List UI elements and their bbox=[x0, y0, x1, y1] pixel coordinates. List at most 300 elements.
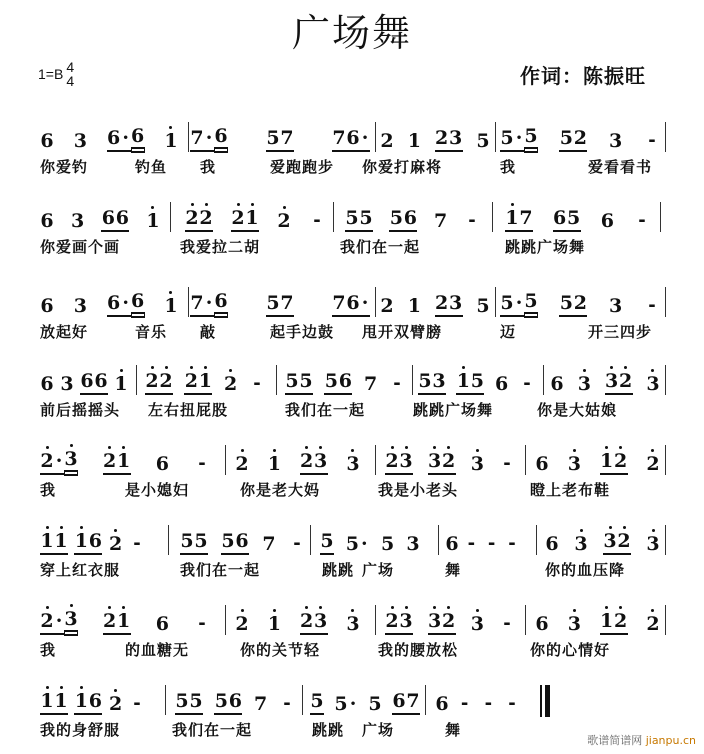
note: 6 bbox=[155, 613, 169, 635]
beam-group bbox=[74, 690, 102, 715]
lyric-phrase: 敲 bbox=[200, 323, 217, 341]
beam-group bbox=[40, 690, 68, 715]
note: 5 bbox=[189, 690, 203, 712]
barline bbox=[188, 287, 189, 317]
barline bbox=[525, 445, 526, 475]
lyric-phrase: 起手边鼓 bbox=[270, 323, 335, 341]
note-high-octave: 2 bbox=[235, 613, 249, 635]
barline bbox=[168, 525, 169, 555]
score-system bbox=[40, 603, 670, 665]
note: 5 bbox=[476, 295, 490, 317]
note-high-octave: 3 bbox=[428, 450, 442, 472]
beam-group bbox=[435, 292, 463, 317]
augmentation-dot: · bbox=[515, 127, 523, 149]
lyric-phrase: 放起好 bbox=[40, 323, 89, 341]
note: 6 bbox=[495, 373, 509, 395]
measure bbox=[535, 443, 660, 475]
lyric-phrase: 音乐 bbox=[135, 323, 168, 341]
extension-dash: - bbox=[523, 373, 531, 394]
note: 6 bbox=[40, 210, 54, 232]
note: 5 bbox=[418, 370, 432, 392]
lyric-phrase: 我是小老头 bbox=[378, 481, 459, 499]
barline bbox=[276, 365, 277, 395]
barline bbox=[412, 365, 413, 395]
lyric-phrase: 我 bbox=[200, 158, 217, 176]
notation-line bbox=[40, 443, 670, 475]
score-system bbox=[40, 683, 670, 745]
beam-group bbox=[190, 125, 228, 152]
barline bbox=[665, 525, 666, 555]
measure bbox=[380, 285, 490, 317]
note: 6 bbox=[131, 125, 145, 147]
beam-group bbox=[418, 370, 446, 395]
note: 6 bbox=[40, 295, 54, 317]
note: 6 bbox=[435, 693, 449, 715]
measure bbox=[385, 443, 515, 475]
beam-group bbox=[310, 690, 324, 715]
extension-dash: - bbox=[648, 130, 656, 151]
beam-group bbox=[600, 610, 628, 635]
note: 5 bbox=[334, 693, 348, 715]
note-high-octave: 3 bbox=[346, 613, 360, 635]
extension-dash: - bbox=[648, 295, 656, 316]
augmentation-dot: · bbox=[361, 533, 368, 555]
extension-dash: - bbox=[393, 373, 401, 394]
lyric-phrase: 迈 bbox=[500, 323, 517, 341]
lyric-phrase: 爱跑跑步 bbox=[270, 158, 335, 176]
note: 3 bbox=[432, 370, 446, 392]
augmentation-dot: · bbox=[361, 127, 369, 149]
note-high-octave: 1 bbox=[164, 130, 178, 152]
barline bbox=[375, 122, 376, 152]
beam-group bbox=[103, 610, 131, 635]
lyrics-line bbox=[40, 321, 670, 345]
score-system bbox=[40, 523, 670, 585]
beam-group bbox=[214, 690, 242, 715]
note-high-octave: 1 bbox=[600, 450, 614, 472]
lyric-phrase: 我们在一起 bbox=[340, 238, 421, 256]
barline bbox=[665, 605, 666, 635]
note-high-octave: 1 bbox=[267, 613, 281, 635]
beam-group bbox=[385, 450, 413, 475]
lyric-phrase: 你的心情好 bbox=[530, 641, 611, 659]
note-high-octave: 3 bbox=[603, 530, 617, 552]
note: 6 bbox=[214, 290, 228, 312]
extension-dash: - bbox=[487, 533, 496, 554]
note: 7 bbox=[262, 533, 276, 555]
barline bbox=[375, 605, 376, 635]
lyric-phrase: 你的关节轻 bbox=[240, 641, 321, 659]
extension-dash: - bbox=[638, 210, 646, 231]
note-high-octave: 3 bbox=[399, 450, 413, 472]
note-high-octave: 1 bbox=[164, 295, 178, 317]
beam-group bbox=[40, 530, 68, 555]
lyric-phrase: 你爱画个画 bbox=[40, 238, 121, 256]
note: 3 bbox=[449, 127, 463, 149]
note-high-octave: 2 bbox=[300, 450, 314, 472]
note-high-octave: 2 bbox=[109, 533, 123, 555]
augmentation-dot: · bbox=[122, 127, 129, 149]
extension-dash: - bbox=[283, 693, 291, 714]
lyric-phrase: 我 bbox=[40, 641, 57, 659]
beam-group bbox=[285, 370, 313, 395]
beam-group bbox=[385, 610, 413, 635]
lyric-phrase: 跳跳广场舞 bbox=[505, 238, 586, 256]
augmentation-dot: · bbox=[205, 127, 213, 149]
note: 5 bbox=[266, 127, 280, 149]
lyric-phrase: 跳跳 bbox=[322, 561, 355, 579]
barline bbox=[438, 525, 439, 555]
note-high-octave: 1 bbox=[74, 530, 88, 552]
lyric-phrase: 是小媳妇 bbox=[125, 481, 190, 499]
augmentation-dot: · bbox=[55, 610, 63, 632]
score-system bbox=[40, 363, 670, 425]
note-high-octave: 3 bbox=[646, 533, 660, 555]
lyric-phrase: 你是大姑娘 bbox=[537, 401, 618, 419]
notation-line bbox=[40, 285, 670, 317]
lyrics-line bbox=[40, 236, 670, 260]
note: 7 bbox=[332, 127, 346, 149]
note: 6 bbox=[115, 207, 129, 229]
note: 6 bbox=[392, 690, 406, 712]
beam-group bbox=[74, 530, 102, 555]
note: 5 bbox=[500, 127, 514, 149]
note: 5 bbox=[567, 207, 581, 229]
barline bbox=[495, 287, 496, 317]
note-high-octave: 1 bbox=[54, 690, 68, 712]
note-high-octave: 2 bbox=[619, 370, 633, 392]
extension-dash: - bbox=[508, 533, 516, 554]
beam-group bbox=[190, 290, 228, 317]
extension-dash: - bbox=[133, 693, 141, 714]
note: 5 bbox=[175, 690, 189, 712]
extension-dash: - bbox=[253, 373, 261, 394]
note-high-octave: 1 bbox=[114, 373, 128, 395]
note-high-octave: 2 bbox=[40, 610, 54, 632]
note-high-octave: 2 bbox=[442, 610, 456, 632]
note-high-octave: 2 bbox=[109, 693, 123, 715]
note-high-octave: 2 bbox=[277, 210, 291, 232]
augmentation-dot: · bbox=[55, 450, 63, 472]
note-high-octave: 1 bbox=[74, 690, 88, 712]
beam-group bbox=[332, 292, 370, 317]
note: 6 bbox=[80, 370, 94, 392]
note: 6 bbox=[228, 690, 242, 712]
beam-group bbox=[101, 207, 129, 232]
barline bbox=[665, 287, 666, 317]
note: 6 bbox=[553, 207, 567, 229]
note-high-octave: 2 bbox=[614, 450, 628, 472]
lyric-phrase: 甩开双臂膀 bbox=[362, 323, 443, 341]
lyric-phrase: 我爱拉二胡 bbox=[180, 238, 261, 256]
lyric-phrase: 我的身舒服 bbox=[40, 721, 121, 739]
note-high-octave: 1 bbox=[198, 370, 212, 392]
note-high-octave: 3 bbox=[64, 448, 78, 470]
lyric-phrase: 舞 bbox=[445, 561, 462, 579]
augmentation-dot: · bbox=[515, 292, 523, 314]
note: 7 bbox=[332, 292, 346, 314]
note: 2 bbox=[573, 292, 587, 314]
extension-dash: - bbox=[468, 210, 476, 231]
note-high-octave: 2 bbox=[184, 370, 198, 392]
note-high-octave: 1 bbox=[54, 530, 68, 552]
barline bbox=[165, 685, 166, 715]
barline bbox=[188, 122, 189, 152]
barline bbox=[495, 122, 496, 152]
score-system bbox=[40, 120, 670, 182]
note-high-octave: 3 bbox=[567, 613, 581, 635]
lyric-phrase: 我 bbox=[500, 158, 517, 176]
beam-group bbox=[603, 530, 631, 555]
extension-dash: - bbox=[484, 693, 493, 714]
note-high-octave: 2 bbox=[159, 370, 173, 392]
beam-group bbox=[320, 530, 334, 555]
note-high-octave: 1 bbox=[456, 370, 470, 392]
note-high-octave: 2 bbox=[40, 450, 54, 472]
beam-group bbox=[428, 450, 456, 475]
lyric-phrase: 你爱打麻将 bbox=[362, 158, 443, 176]
measure bbox=[505, 200, 650, 232]
lyrics-line bbox=[40, 156, 670, 180]
barline bbox=[665, 365, 666, 395]
note: 5 bbox=[221, 530, 235, 552]
note-high-octave: 3 bbox=[577, 373, 591, 395]
beam-group bbox=[500, 290, 538, 317]
lyric-phrase: 我们在一起 bbox=[180, 561, 261, 579]
beam-group bbox=[40, 608, 78, 635]
barline bbox=[136, 365, 137, 395]
beam-group bbox=[145, 370, 173, 395]
measure bbox=[310, 683, 420, 715]
lyric-phrase: 你的血压降 bbox=[545, 561, 626, 579]
note: 3 bbox=[609, 295, 623, 317]
measure bbox=[40, 443, 210, 475]
note: 6 bbox=[155, 453, 169, 475]
note: 7 bbox=[406, 690, 420, 712]
lyric-phrase: 我 bbox=[40, 481, 57, 499]
note-high-octave: 2 bbox=[185, 207, 199, 229]
lyric-phrase: 跳跳 bbox=[312, 721, 345, 739]
note: 6 bbox=[445, 533, 459, 555]
note: 6 bbox=[40, 130, 54, 152]
note-high-octave: 1 bbox=[40, 530, 54, 552]
note: 6 bbox=[101, 207, 115, 229]
beam-group bbox=[392, 690, 420, 715]
beam-group bbox=[600, 450, 628, 475]
note-high-octave: 2 bbox=[646, 613, 660, 635]
extension-dash: - bbox=[198, 453, 206, 474]
measure bbox=[235, 443, 360, 475]
note: 6 bbox=[88, 530, 102, 552]
lyrics-line bbox=[40, 639, 670, 663]
measure bbox=[418, 363, 535, 395]
note: 5 bbox=[500, 292, 514, 314]
extension-dash: - bbox=[503, 613, 511, 634]
note: 7 bbox=[254, 693, 268, 715]
note: 5 bbox=[310, 690, 324, 712]
note: 6 bbox=[131, 290, 145, 312]
beam-group bbox=[300, 450, 328, 475]
measure bbox=[550, 363, 660, 395]
lyric-phrase: 广场 bbox=[362, 561, 395, 579]
note-high-octave: 1 bbox=[245, 207, 259, 229]
note-high-octave: 2 bbox=[646, 453, 660, 475]
note-high-octave: 2 bbox=[231, 207, 245, 229]
beam-group bbox=[80, 370, 108, 395]
augmentation-dot: · bbox=[361, 292, 369, 314]
notation-line bbox=[40, 120, 670, 152]
lyrics-line bbox=[40, 479, 670, 503]
note-high-octave: 3 bbox=[346, 453, 360, 475]
key-label: 1=B bbox=[38, 66, 64, 82]
note: 6 bbox=[346, 292, 360, 314]
extension-dash: - bbox=[508, 693, 516, 714]
note: 7 bbox=[434, 210, 448, 232]
barline bbox=[375, 445, 376, 475]
measure bbox=[435, 683, 520, 715]
note: 6 bbox=[535, 613, 549, 635]
measure bbox=[190, 120, 370, 152]
measure bbox=[175, 683, 295, 715]
note-high-octave: 2 bbox=[385, 610, 399, 632]
song-title: 广场舞 bbox=[291, 11, 412, 55]
lyric-phrase: 的血糖无 bbox=[125, 641, 190, 659]
barline bbox=[525, 605, 526, 635]
measure bbox=[380, 120, 490, 152]
beam-group bbox=[300, 610, 328, 635]
note: 5 bbox=[389, 207, 403, 229]
note: 7 bbox=[364, 373, 378, 395]
lyric-phrase: 开三四步 bbox=[588, 323, 653, 341]
note-high-octave: 2 bbox=[103, 450, 117, 472]
note-high-octave: 1 bbox=[600, 610, 614, 632]
lyric-phrase: 瞪上老布鞋 bbox=[530, 481, 611, 499]
note: 5 bbox=[266, 292, 280, 314]
barline bbox=[492, 202, 493, 232]
note-high-octave: 3 bbox=[646, 373, 660, 395]
barline bbox=[310, 525, 311, 555]
note: 2 bbox=[573, 127, 587, 149]
barline bbox=[536, 525, 537, 555]
note: 5 bbox=[559, 292, 573, 314]
note-high-octave: 1 bbox=[117, 450, 131, 472]
beam-group bbox=[605, 370, 633, 395]
note: 5 bbox=[476, 130, 490, 152]
lyric-phrase: 我的腰放松 bbox=[378, 641, 459, 659]
note: 2 bbox=[380, 295, 394, 317]
beam-group bbox=[107, 290, 145, 317]
note-high-octave: 1 bbox=[505, 207, 519, 229]
measure bbox=[320, 523, 420, 555]
measure bbox=[40, 200, 160, 232]
beam-group bbox=[175, 690, 203, 715]
beam-group bbox=[231, 207, 259, 232]
measure bbox=[40, 363, 128, 395]
note: 7 bbox=[190, 127, 204, 149]
beam-group bbox=[559, 292, 587, 317]
note: 7 bbox=[280, 292, 294, 314]
extension-dash: - bbox=[313, 210, 321, 231]
notation-line bbox=[40, 683, 670, 715]
beam-group bbox=[428, 610, 456, 635]
lyric-phrase: 钓鱼 bbox=[135, 158, 168, 176]
measure bbox=[285, 363, 405, 395]
note-high-octave: 3 bbox=[314, 450, 328, 472]
note: 6 bbox=[346, 127, 360, 149]
notation-line bbox=[40, 603, 670, 635]
extension-dash: - bbox=[133, 533, 141, 554]
note: 5 bbox=[299, 370, 313, 392]
extension-dash: - bbox=[467, 533, 476, 554]
beam-group bbox=[332, 127, 370, 152]
note: 5 bbox=[180, 530, 194, 552]
beam-group bbox=[500, 125, 538, 152]
measure bbox=[180, 523, 305, 555]
note: 5 bbox=[214, 690, 228, 712]
note: 6 bbox=[235, 530, 249, 552]
note: 6 bbox=[40, 373, 54, 395]
note-high-octave: 1 bbox=[40, 690, 54, 712]
note-high-octave: 1 bbox=[117, 610, 131, 632]
measure bbox=[235, 603, 360, 635]
measure bbox=[40, 683, 145, 715]
augmentation-dot: · bbox=[122, 292, 129, 314]
note-high-octave: 2 bbox=[617, 530, 631, 552]
note: 1 bbox=[407, 295, 421, 317]
note-high-octave: 2 bbox=[385, 450, 399, 472]
beam-group bbox=[553, 207, 581, 232]
note: 5 bbox=[470, 370, 484, 392]
beam-group bbox=[40, 448, 78, 475]
lyric-phrase: 广场 bbox=[362, 721, 395, 739]
note: 6 bbox=[107, 127, 121, 149]
beam-group bbox=[266, 127, 294, 152]
beam-group bbox=[185, 207, 213, 232]
note: 5 bbox=[524, 290, 538, 312]
lyric-phrase: 穿上红衣服 bbox=[40, 561, 121, 579]
extension-dash: - bbox=[460, 693, 469, 714]
measure bbox=[500, 285, 660, 317]
beam-group bbox=[559, 127, 587, 152]
lyric-phrase: 爱看看书 bbox=[588, 158, 653, 176]
beam-group bbox=[505, 207, 533, 232]
measure bbox=[185, 200, 325, 232]
note: 5 bbox=[368, 693, 382, 715]
note: 1 bbox=[407, 130, 421, 152]
time-signature: 4 4 bbox=[66, 59, 75, 89]
lyrics-line bbox=[40, 719, 670, 743]
note: 5 bbox=[359, 207, 373, 229]
note: 6 bbox=[88, 690, 102, 712]
note: 7 bbox=[190, 292, 204, 314]
note-high-octave: 2 bbox=[224, 373, 238, 395]
note: 6 bbox=[600, 210, 614, 232]
note: 6 bbox=[107, 292, 121, 314]
note: 6 bbox=[550, 373, 564, 395]
score-system bbox=[40, 443, 670, 505]
measure bbox=[190, 285, 370, 317]
watermark: 歌谱简谱网 jianpu.cn bbox=[587, 734, 696, 747]
measure bbox=[40, 120, 178, 152]
note-high-octave: 3 bbox=[399, 610, 413, 632]
beam-group bbox=[389, 207, 417, 232]
barline bbox=[302, 685, 303, 715]
measure bbox=[500, 120, 660, 152]
note-high-octave: 3 bbox=[574, 533, 588, 555]
measure bbox=[535, 603, 660, 635]
lyric-phrase: 我们在一起 bbox=[172, 721, 253, 739]
barline bbox=[225, 605, 226, 635]
